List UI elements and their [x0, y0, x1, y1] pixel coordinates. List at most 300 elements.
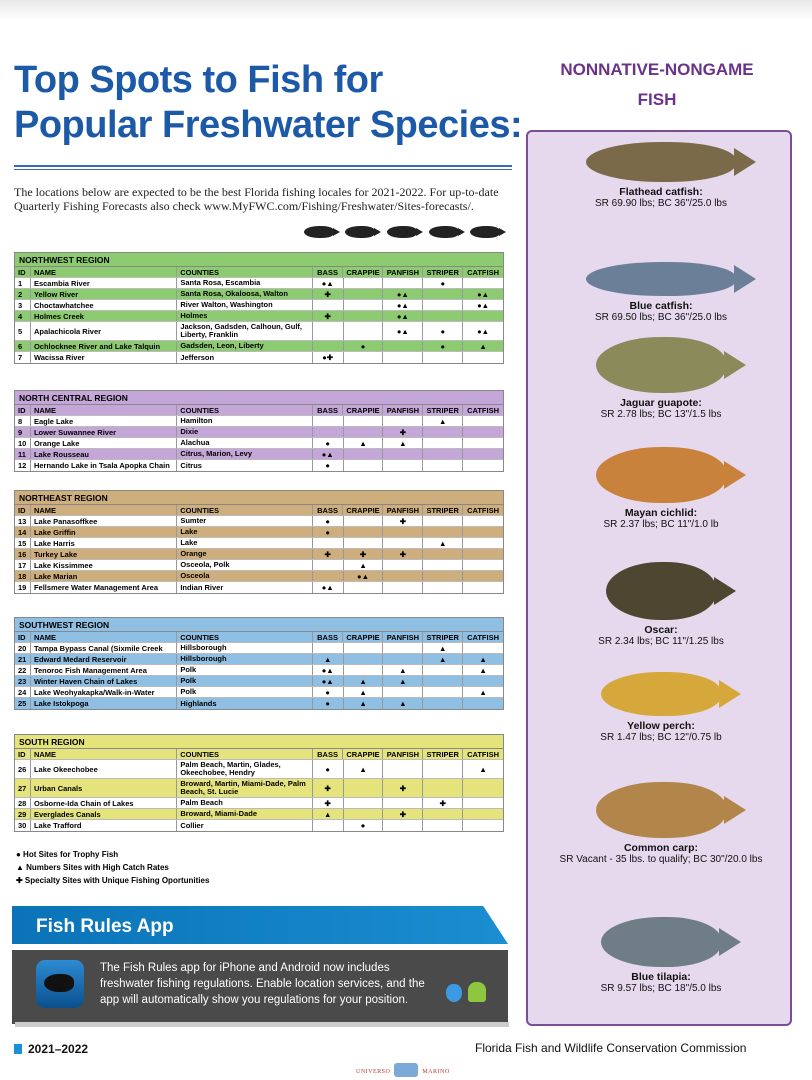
app-panel-shadow — [15, 1022, 509, 1027]
cell-id: 5 — [15, 322, 31, 340]
cell-panfish — [383, 582, 423, 593]
column-header-panfish: PANFISH — [383, 632, 423, 642]
catfish-fish-icon — [470, 226, 500, 238]
cell-counties: Orange — [177, 549, 312, 559]
cell-counties: Holmes — [177, 311, 312, 321]
cell-bass — [313, 416, 344, 426]
table-row — [15, 449, 503, 460]
cell-striper — [423, 560, 463, 570]
column-headers — [15, 267, 503, 278]
cell-crappie: ▲ — [344, 438, 384, 448]
cell-catfish: ▲ — [479, 341, 487, 351]
cell-id: 10 — [15, 438, 31, 448]
cell-striper — [423, 665, 463, 675]
cell-crappie: ●▲ — [344, 571, 384, 581]
cell-striper — [423, 549, 463, 559]
cell-striper — [423, 460, 463, 471]
cell-crappie — [344, 278, 384, 288]
column-header-id: ID — [15, 632, 31, 642]
cell-counties: River Walton, Washington — [177, 300, 312, 310]
cell-crappie — [344, 416, 384, 426]
column-header-catfish: CATFISH — [467, 505, 500, 515]
table-row — [15, 416, 503, 427]
column-header-bass: BASS — [313, 267, 344, 277]
cell-panfish: ✚ — [383, 809, 423, 819]
cell-id: 28 — [15, 798, 31, 808]
fish-rules-app-icon[interactable] — [36, 960, 84, 1008]
watermark-logo — [356, 1063, 450, 1077]
fish-record: SR 2.37 lbs; BC 11"/1.0 lb — [603, 519, 719, 530]
fish-illustration — [601, 917, 721, 967]
cell-id: 19 — [15, 582, 31, 593]
cell-name: Osborne-Ida Chain of Lakes — [31, 798, 177, 808]
cell-counties: Alachua — [177, 438, 312, 448]
cell-id: 12 — [15, 460, 31, 471]
cell-catfish: ●▲ — [477, 300, 490, 310]
cell-crappie: ▲ — [344, 687, 384, 697]
fish-record: SR 69.90 lbs; BC 36"/25.0 lbs — [595, 198, 727, 209]
column-header-crappie: CRAPPIE — [343, 632, 383, 642]
cell-counties: Hillsborough — [177, 643, 312, 653]
fish-record: SR 69.50 lbs; BC 36"/25.0 lbs — [595, 312, 727, 323]
region-header: NORTHWEST REGION — [15, 253, 503, 267]
cell-id: 21 — [15, 654, 31, 664]
cell-crappie: ✚ — [344, 549, 384, 559]
column-header-name: NAME — [31, 632, 177, 642]
fish-rules-app-panel — [12, 906, 508, 1024]
region-header: SOUTHWEST REGION — [15, 618, 503, 632]
region-sw — [14, 617, 504, 710]
cell-striper — [423, 289, 463, 299]
cell-counties: Hamilton — [177, 416, 312, 426]
cell-catfish — [463, 516, 503, 526]
cell-bass: ▲ — [313, 654, 344, 664]
cell-bass: ✚ — [313, 549, 344, 559]
cell-panfish — [383, 538, 423, 548]
column-header-crappie: CRAPPIE — [343, 405, 383, 415]
table-row — [15, 341, 503, 352]
cell-bass: ▲ — [313, 809, 344, 819]
column-header-striper: STRIPER — [423, 505, 463, 515]
cell-counties: Jefferson — [177, 352, 312, 363]
table-row — [15, 676, 503, 687]
nonnative-fish-item — [528, 337, 794, 421]
cell-catfish: ▲ — [479, 764, 487, 774]
cell-bass — [313, 643, 344, 653]
cell-striper — [423, 676, 463, 686]
column-header-counties: COUNTIES — [177, 632, 312, 642]
cell-bass — [313, 300, 344, 310]
cell-catfish: ▲ — [479, 654, 487, 664]
column-headers — [15, 505, 503, 516]
cell-name: Lake Trafford — [31, 820, 177, 831]
table-row — [15, 798, 503, 809]
cell-counties: Gadsden, Leon, Liberty — [177, 341, 312, 351]
column-header-bass: BASS — [313, 405, 344, 415]
cell-counties: Osceola, Polk — [177, 560, 312, 570]
cell-catfish — [463, 809, 503, 819]
cell-counties: Highlands — [177, 698, 312, 709]
table-row — [15, 352, 503, 363]
cell-id: 16 — [15, 549, 31, 559]
column-header-name: NAME — [31, 405, 177, 415]
table-row — [15, 438, 503, 449]
nonnative-title — [520, 55, 794, 115]
cell-panfish — [383, 527, 423, 537]
cell-id: 7 — [15, 352, 31, 363]
cell-catfish — [463, 582, 503, 593]
cell-id: 18 — [15, 571, 31, 581]
cell-id: 24 — [15, 687, 31, 697]
legend-item-numbers: ▲ Numbers Sites with High Catch Rates — [16, 863, 169, 872]
cell-counties: Santa Rosa, Okaloosa, Walton — [177, 289, 312, 299]
species-fish-icons — [298, 226, 506, 244]
cell-name: Winter Haven Chain of Lakes — [31, 676, 177, 686]
cell-striper — [423, 527, 463, 537]
table-row — [15, 779, 503, 798]
column-header-striper: STRIPER — [423, 405, 463, 415]
cell-crappie — [344, 460, 384, 471]
cell-panfish: ▲ — [383, 698, 423, 709]
cell-name: Escambia River — [31, 278, 177, 288]
column-header-striper: STRIPER — [423, 749, 463, 759]
cell-catfish: ●▲ — [477, 326, 490, 336]
cell-bass: ● — [313, 687, 344, 697]
cell-name: Lake Okeechobee — [31, 760, 177, 778]
nonnative-title-line-2: FISH — [637, 90, 677, 109]
cell-counties: Collier — [177, 820, 312, 831]
cell-name: Apalachicola River — [31, 322, 177, 340]
cell-panfish: ✚ — [383, 779, 423, 797]
cell-striper — [423, 449, 463, 459]
nonnative-fish-item — [528, 782, 794, 866]
title-line-1: Top Spots to Fish for — [14, 59, 383, 101]
column-header-crappie: CRAPPIE — [343, 505, 383, 515]
region-nw — [14, 252, 504, 364]
cell-striper: ✚ — [423, 798, 463, 808]
cell-counties: Santa Rosa, Escambia — [177, 278, 312, 288]
column-headers — [15, 749, 503, 760]
cell-panfish: ▲ — [383, 438, 423, 448]
cell-bass: ● — [313, 527, 344, 537]
cell-crappie — [344, 779, 384, 797]
region-header: SOUTH REGION — [15, 735, 503, 749]
cell-name: Ochlocknee River and Lake Talquin — [31, 341, 177, 351]
title-rule-thin — [14, 169, 512, 170]
cell-crappie — [344, 582, 384, 593]
column-header-crappie: CRAPPIE — [343, 749, 383, 759]
fish-illustration — [586, 262, 736, 296]
fish-illustration — [586, 142, 736, 182]
fish-record: SR 1.47 lbs; BC 12"/0.75 lb — [600, 732, 722, 743]
column-header-bass: BASS — [313, 632, 344, 642]
column-header-catfish: CATFISH — [467, 405, 500, 415]
column-header-panfish: PANFISH — [383, 505, 423, 515]
cell-crappie: ▲ — [344, 676, 384, 686]
cell-id: 26 — [15, 760, 31, 778]
cell-bass: ✚ — [313, 289, 344, 299]
fish-illustration — [601, 672, 721, 716]
fish-name: Yellow perch: — [627, 720, 695, 732]
cell-id: 1 — [15, 278, 31, 288]
column-header-id: ID — [15, 267, 31, 277]
cell-crappie: ● — [344, 341, 384, 351]
table-row — [15, 300, 503, 311]
cell-striper: ▲ — [423, 654, 463, 664]
column-headers — [15, 632, 503, 643]
cell-name: Turkey Lake — [31, 549, 177, 559]
cell-striper — [423, 582, 463, 593]
cell-catfish — [463, 820, 503, 831]
cell-bass: ●▲ — [313, 449, 344, 459]
logo-mark-icon — [394, 1063, 418, 1077]
android-icon[interactable] — [468, 982, 486, 1002]
table-row — [15, 582, 503, 593]
cell-catfish — [463, 427, 503, 437]
column-header-striper: STRIPER — [423, 267, 463, 277]
cell-striper — [423, 300, 463, 310]
cell-striper: ● — [423, 322, 463, 340]
logo-right-text: MARINO — [422, 1069, 450, 1075]
cell-panfish: ✚ — [383, 427, 423, 437]
cell-id: 30 — [15, 820, 31, 831]
cell-bass: ● — [313, 698, 344, 709]
cell-crappie: ▲ — [344, 698, 384, 709]
cell-counties: Broward, Miami-Dade — [177, 809, 312, 819]
intro-text: The locations below are expected to be the best Florida fishing locales for 2021-2022. For up-to-date Quarterly Fishing Forecasts also check www.MyFWC.com/Fishing/Freshwater/Sites-forecasts/. — [14, 185, 499, 213]
nonnative-fish-item — [528, 562, 794, 648]
cell-bass: ●▲ — [313, 582, 344, 593]
fish-name: Mayan cichlid: — [624, 507, 698, 519]
table-row — [15, 460, 503, 471]
nonnative-fish-item — [528, 262, 794, 324]
cell-id: 2 — [15, 289, 31, 299]
column-header-catfish: CATFISH — [467, 632, 500, 642]
cell-catfish: ●▲ — [477, 289, 490, 299]
cell-panfish: ●▲ — [383, 289, 423, 299]
cell-catfish: ▲ — [479, 665, 487, 675]
column-header-counties: COUNTIES — [177, 405, 312, 415]
legend-item-hot: ● Hot Sites for Trophy Fish — [16, 850, 119, 859]
cell-crappie — [344, 427, 384, 437]
column-header-bass: BASS — [313, 505, 344, 515]
fish-name: Oscar: — [644, 624, 678, 636]
fish-illustration — [596, 782, 726, 838]
table-row — [15, 820, 503, 831]
region-ne — [14, 490, 504, 594]
cell-bass — [313, 427, 344, 437]
cell-catfish — [463, 698, 503, 709]
cell-striper — [423, 820, 463, 831]
cell-id: 20 — [15, 643, 31, 653]
cell-name: Lake Kissimmee — [31, 560, 177, 570]
cell-crappie — [344, 516, 384, 526]
cell-id: 3 — [15, 300, 31, 310]
fish-illustration — [606, 562, 716, 620]
cell-name: Choctawhatchee — [31, 300, 177, 310]
cell-crappie — [344, 300, 384, 310]
panfish-fish-icon — [387, 226, 417, 238]
cell-bass: ●▲ — [313, 676, 344, 686]
cell-crappie — [344, 538, 384, 548]
cell-bass — [313, 820, 344, 831]
app-body — [12, 950, 508, 1024]
cell-bass: ●▲ — [313, 278, 344, 288]
legend-item-specialty: ✚ Specialty Sites with Unique Fishing Oportunities — [16, 876, 210, 885]
column-header-crappie: CRAPPIE — [343, 267, 383, 277]
cell-name: Yellow River — [31, 289, 177, 299]
cell-name: Wacissa River — [31, 352, 177, 363]
cell-counties: Indian River — [177, 582, 312, 593]
column-header-name: NAME — [31, 749, 177, 759]
cell-catfish — [463, 538, 503, 548]
cell-catfish — [463, 460, 503, 471]
cell-name: Tampa Bypass Canal (Sixmile Creek — [31, 643, 177, 653]
cell-id: 23 — [15, 676, 31, 686]
cell-panfish — [383, 654, 423, 664]
cell-catfish — [463, 643, 503, 653]
cell-catfish — [463, 311, 503, 321]
cell-bass: ● — [313, 460, 344, 471]
fish-name: Jaguar guapote: — [620, 397, 702, 409]
table-row — [15, 571, 503, 582]
fish-record: SR Vacant - 35 lbs. to qualify; BC 30"/20.0 lbs — [559, 854, 763, 865]
cell-catfish — [463, 560, 503, 570]
cell-panfish: ●▲ — [383, 322, 423, 340]
table-row — [15, 516, 503, 527]
cell-crappie — [344, 289, 384, 299]
cell-striper — [423, 438, 463, 448]
cell-striper — [423, 809, 463, 819]
cell-panfish — [383, 449, 423, 459]
cell-name: Lake Weohyakapka/Walk-in-Water — [31, 687, 177, 697]
cell-panfish — [383, 643, 423, 653]
cell-striper — [423, 352, 463, 363]
cell-name: Eagle Lake — [31, 416, 177, 426]
cell-counties: Jackson, Gadsden, Calhoun, Gulf, Liberty, Franklin — [177, 322, 312, 340]
column-header-id: ID — [15, 505, 31, 515]
cell-name: Lower Suwannee River — [31, 427, 177, 437]
nonnative-fish-panel — [526, 130, 792, 1026]
cell-catfish — [463, 779, 503, 797]
cell-name: Holmes Creek — [31, 311, 177, 321]
cell-bass — [313, 571, 344, 581]
cell-name: Urban Canals — [31, 779, 177, 797]
top-shadow-bar — [0, 0, 812, 20]
cell-bass: ✚ — [313, 798, 344, 808]
cell-catfish — [463, 798, 503, 808]
table-row — [15, 549, 503, 560]
column-header-counties: COUNTIES — [177, 505, 312, 515]
cell-panfish — [383, 798, 423, 808]
column-header-id: ID — [15, 405, 31, 415]
footer-year: 2021–2022 — [14, 1042, 88, 1056]
column-header-counties: COUNTIES — [177, 749, 312, 759]
region-so — [14, 734, 504, 832]
cell-crappie — [344, 643, 384, 653]
cell-id: 13 — [15, 516, 31, 526]
cell-bass: ●✚ — [313, 352, 344, 363]
column-header-counties: COUNTIES — [177, 267, 312, 277]
column-header-striper: STRIPER — [423, 632, 463, 642]
cell-counties: Citrus, Marion, Levy — [177, 449, 312, 459]
column-headers — [15, 405, 503, 416]
cell-striper — [423, 687, 463, 697]
cell-panfish — [383, 687, 423, 697]
striper-fish-icon — [429, 226, 459, 238]
cell-bass: ● — [313, 760, 344, 778]
cell-counties: Broward, Martin, Miami-Dade, Palm Beach, St. Lucie — [177, 779, 312, 797]
cell-panfish: ✚ — [383, 549, 423, 559]
column-header-panfish: PANFISH — [383, 749, 423, 759]
cell-panfish: ▲ — [383, 676, 423, 686]
cell-striper: ▲ — [423, 416, 463, 426]
cell-name: Lake Marian — [31, 571, 177, 581]
cell-id: 9 — [15, 427, 31, 437]
cell-catfish — [463, 416, 503, 426]
cell-panfish — [383, 341, 423, 351]
cell-bass: ● — [313, 438, 344, 448]
cell-name: Lake Panasoffkee — [31, 516, 177, 526]
cell-counties: Dixie — [177, 427, 312, 437]
title-line-2: Popular Freshwater Species: — [14, 104, 523, 146]
cell-crappie — [344, 654, 384, 664]
cell-name: Everglades Canals — [31, 809, 177, 819]
cell-counties: Lake — [177, 527, 312, 537]
fish-name: Flathead catfish: — [619, 186, 703, 198]
column-header-name: NAME — [31, 505, 177, 515]
cell-crappie — [344, 449, 384, 459]
cell-id: 8 — [15, 416, 31, 426]
page-title — [14, 58, 522, 148]
cell-counties: Palm Beach — [177, 798, 312, 808]
region-header: NORTH CENTRAL REGION — [15, 391, 503, 405]
cell-counties: Polk — [177, 665, 312, 675]
cell-id: 15 — [15, 538, 31, 548]
cell-bass — [313, 322, 344, 340]
cell-crappie: ▲ — [344, 560, 384, 570]
region-nc — [14, 390, 504, 472]
cell-striper — [423, 760, 463, 778]
cell-panfish: ●▲ — [383, 311, 423, 321]
cell-panfish — [383, 560, 423, 570]
nonnative-fish-item — [528, 142, 794, 210]
cell-crappie — [344, 352, 384, 363]
cell-striper — [423, 698, 463, 709]
nonnative-title-line-1: NONNATIVE-NONGAME — [560, 60, 754, 79]
crappie-fish-icon — [345, 226, 375, 238]
apple-icon[interactable] — [446, 984, 462, 1002]
column-header-panfish: PANFISH — [383, 405, 423, 415]
cell-crappie — [344, 809, 384, 819]
table-row — [15, 560, 503, 571]
cell-striper: ▲ — [423, 538, 463, 548]
cell-id: 11 — [15, 449, 31, 459]
cell-counties: Citrus — [177, 460, 312, 471]
cell-id: 17 — [15, 560, 31, 570]
cell-crappie — [344, 527, 384, 537]
cell-counties: Polk — [177, 687, 312, 697]
cell-panfish: ●▲ — [383, 300, 423, 310]
cell-panfish: ✚ — [383, 516, 423, 526]
cell-panfish — [383, 460, 423, 471]
cell-panfish — [383, 278, 423, 288]
table-row — [15, 538, 503, 549]
column-header-id: ID — [15, 749, 31, 759]
fish-record: SR 2.78 lbs; BC 13"/1.5 lbs — [600, 409, 722, 420]
cell-striper — [423, 516, 463, 526]
region-header: NORTHEAST REGION — [15, 491, 503, 505]
